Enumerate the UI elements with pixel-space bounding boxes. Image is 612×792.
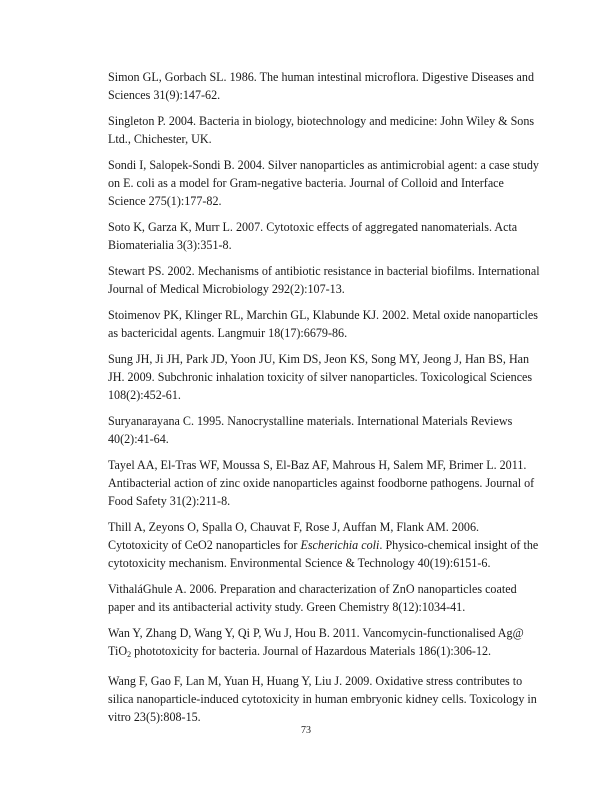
reference-entry: [108, 350, 533, 404]
reference-line: JH. 2009. Subchronic inhalation toxicity of silver nanoparticles. Toxicological Sciences: [108, 370, 533, 384]
reference-line: Journal of Medical Microbiology 292(2):107-13.: [108, 282, 345, 296]
reference-entry: [108, 518, 539, 572]
reference-line: Stoimenov PK, Klinger RL, Marchin GL, Klabunde KJ. 2002. Metal oxide nanoparticles: [108, 308, 538, 322]
reference-line: on E. coli as a model for Gram-negative bacteria. Journal of Colloid and Interface: [108, 176, 504, 190]
reference-line: [108, 642, 528, 664]
italic-text: Escherichia coli: [300, 538, 380, 552]
page-number: 73: [301, 725, 311, 736]
reference-line: Soto K, Garza K, Murr L. 2007. Cytotoxic effects of aggregated nanomaterials. Acta: [108, 220, 518, 234]
reference-line: paper and its antibacterial activity study. Green Chemistry 8(12):1034-41.: [108, 600, 466, 614]
subscript-text: 2: [127, 650, 132, 659]
reference-entry: [108, 624, 528, 664]
text-segment: TiO: [108, 644, 128, 658]
reference-entry: [108, 156, 539, 210]
reference-line: cytotoxicity mechanism. Environmental Science & Technology 40(19):6151-6.: [108, 556, 491, 570]
reference-line: Wan Y, Zhang D, Wang Y, Qi P, Wu J, Hou B. 2011. Vancomycin-functionalised Ag@: [108, 626, 524, 640]
reference-line: 108(2):452-61.: [108, 388, 181, 402]
reference-line: Sondi I, Salopek-Sondi B. 2004. Silver nanoparticles as antimicrobial agent: a case study: [108, 158, 539, 172]
text-segment: phototoxicity for bacteria. Journal of Hazardous Materials 186(1):306-12.: [131, 644, 492, 658]
reference-line: Food Safety 31(2):211-8.: [108, 494, 231, 508]
reference-line: Science 275(1):177-82.: [108, 194, 222, 208]
reference-line: Singleton P. 2004. Bacteria in biology, biotechnology and medicine: John Wiley & Sons: [108, 114, 535, 128]
reference-line: Simon GL, Gorbach SL. 1986. The human intestinal microflora. Digestive Diseases and: [108, 70, 534, 84]
text-segment: . Physico-chemical insight of the: [379, 538, 539, 552]
reference-list: [108, 68, 540, 734]
reference-line: Thill A, Zeyons O, Spalla O, Chauvat F, Rose J, Auffan M, Flank AM. 2006.: [108, 520, 480, 534]
reference-entry: [108, 672, 537, 726]
reference-entry: [108, 306, 538, 342]
reference-line: Antibacterial action of zinc oxide nanoparticles against foodborne pathogens. Journal of: [108, 476, 535, 490]
reference-line: Ltd., Chichester, UK.: [108, 132, 212, 146]
reference-line: [108, 536, 539, 554]
reference-line: Stewart PS. 2002. Mechanisms of antibiotic resistance in bacterial biofilms. International: [108, 264, 540, 278]
reference-line: silica nanoparticle-induced cytotoxicity in human embryonic kidney cells. Toxicology in: [108, 692, 537, 706]
reference-entry: [108, 68, 534, 104]
reference-line: Sciences 31(9):147-62.: [108, 88, 221, 102]
reference-line: as bactericidal agents. Langmuir 18(17):6679-86.: [108, 326, 348, 340]
reference-line: Wang F, Gao F, Lan M, Yuan H, Huang Y, Liu J. 2009. Oxidative stress contributes to: [108, 674, 523, 688]
reference-line: 40(2):41-64.: [108, 432, 169, 446]
reference-entry: [108, 218, 528, 254]
reference-line: Sung JH, Ji JH, Park JD, Yoon JU, Kim DS, Jeon KS, Song MY, Jeong J, Han BS, Han: [108, 352, 530, 366]
reference-entry: [108, 456, 535, 510]
reference-line: VithaláGhule A. 2006. Preparation and characterization of ZnO nanoparticles coated: [108, 582, 517, 596]
reference-entry: [108, 412, 528, 448]
reference-entry: [108, 262, 540, 298]
reference-entry: [108, 580, 528, 616]
reference-line: Biomaterialia 3(3):351-8.: [108, 238, 232, 252]
reference-line: vitro 23(5):808-15.: [108, 710, 201, 724]
reference-entry: [108, 112, 535, 148]
reference-line: Suryanarayana C. 1995. Nanocrystalline materials. International Materials Reviews: [108, 414, 513, 428]
text-segment: Cytotoxicity of CeO2 nanoparticles for: [108, 538, 301, 552]
reference-line: Tayel AA, El-Tras WF, Moussa S, El-Baz AF, Mahrous H, Salem MF, Brimer L. 2011.: [108, 458, 527, 472]
